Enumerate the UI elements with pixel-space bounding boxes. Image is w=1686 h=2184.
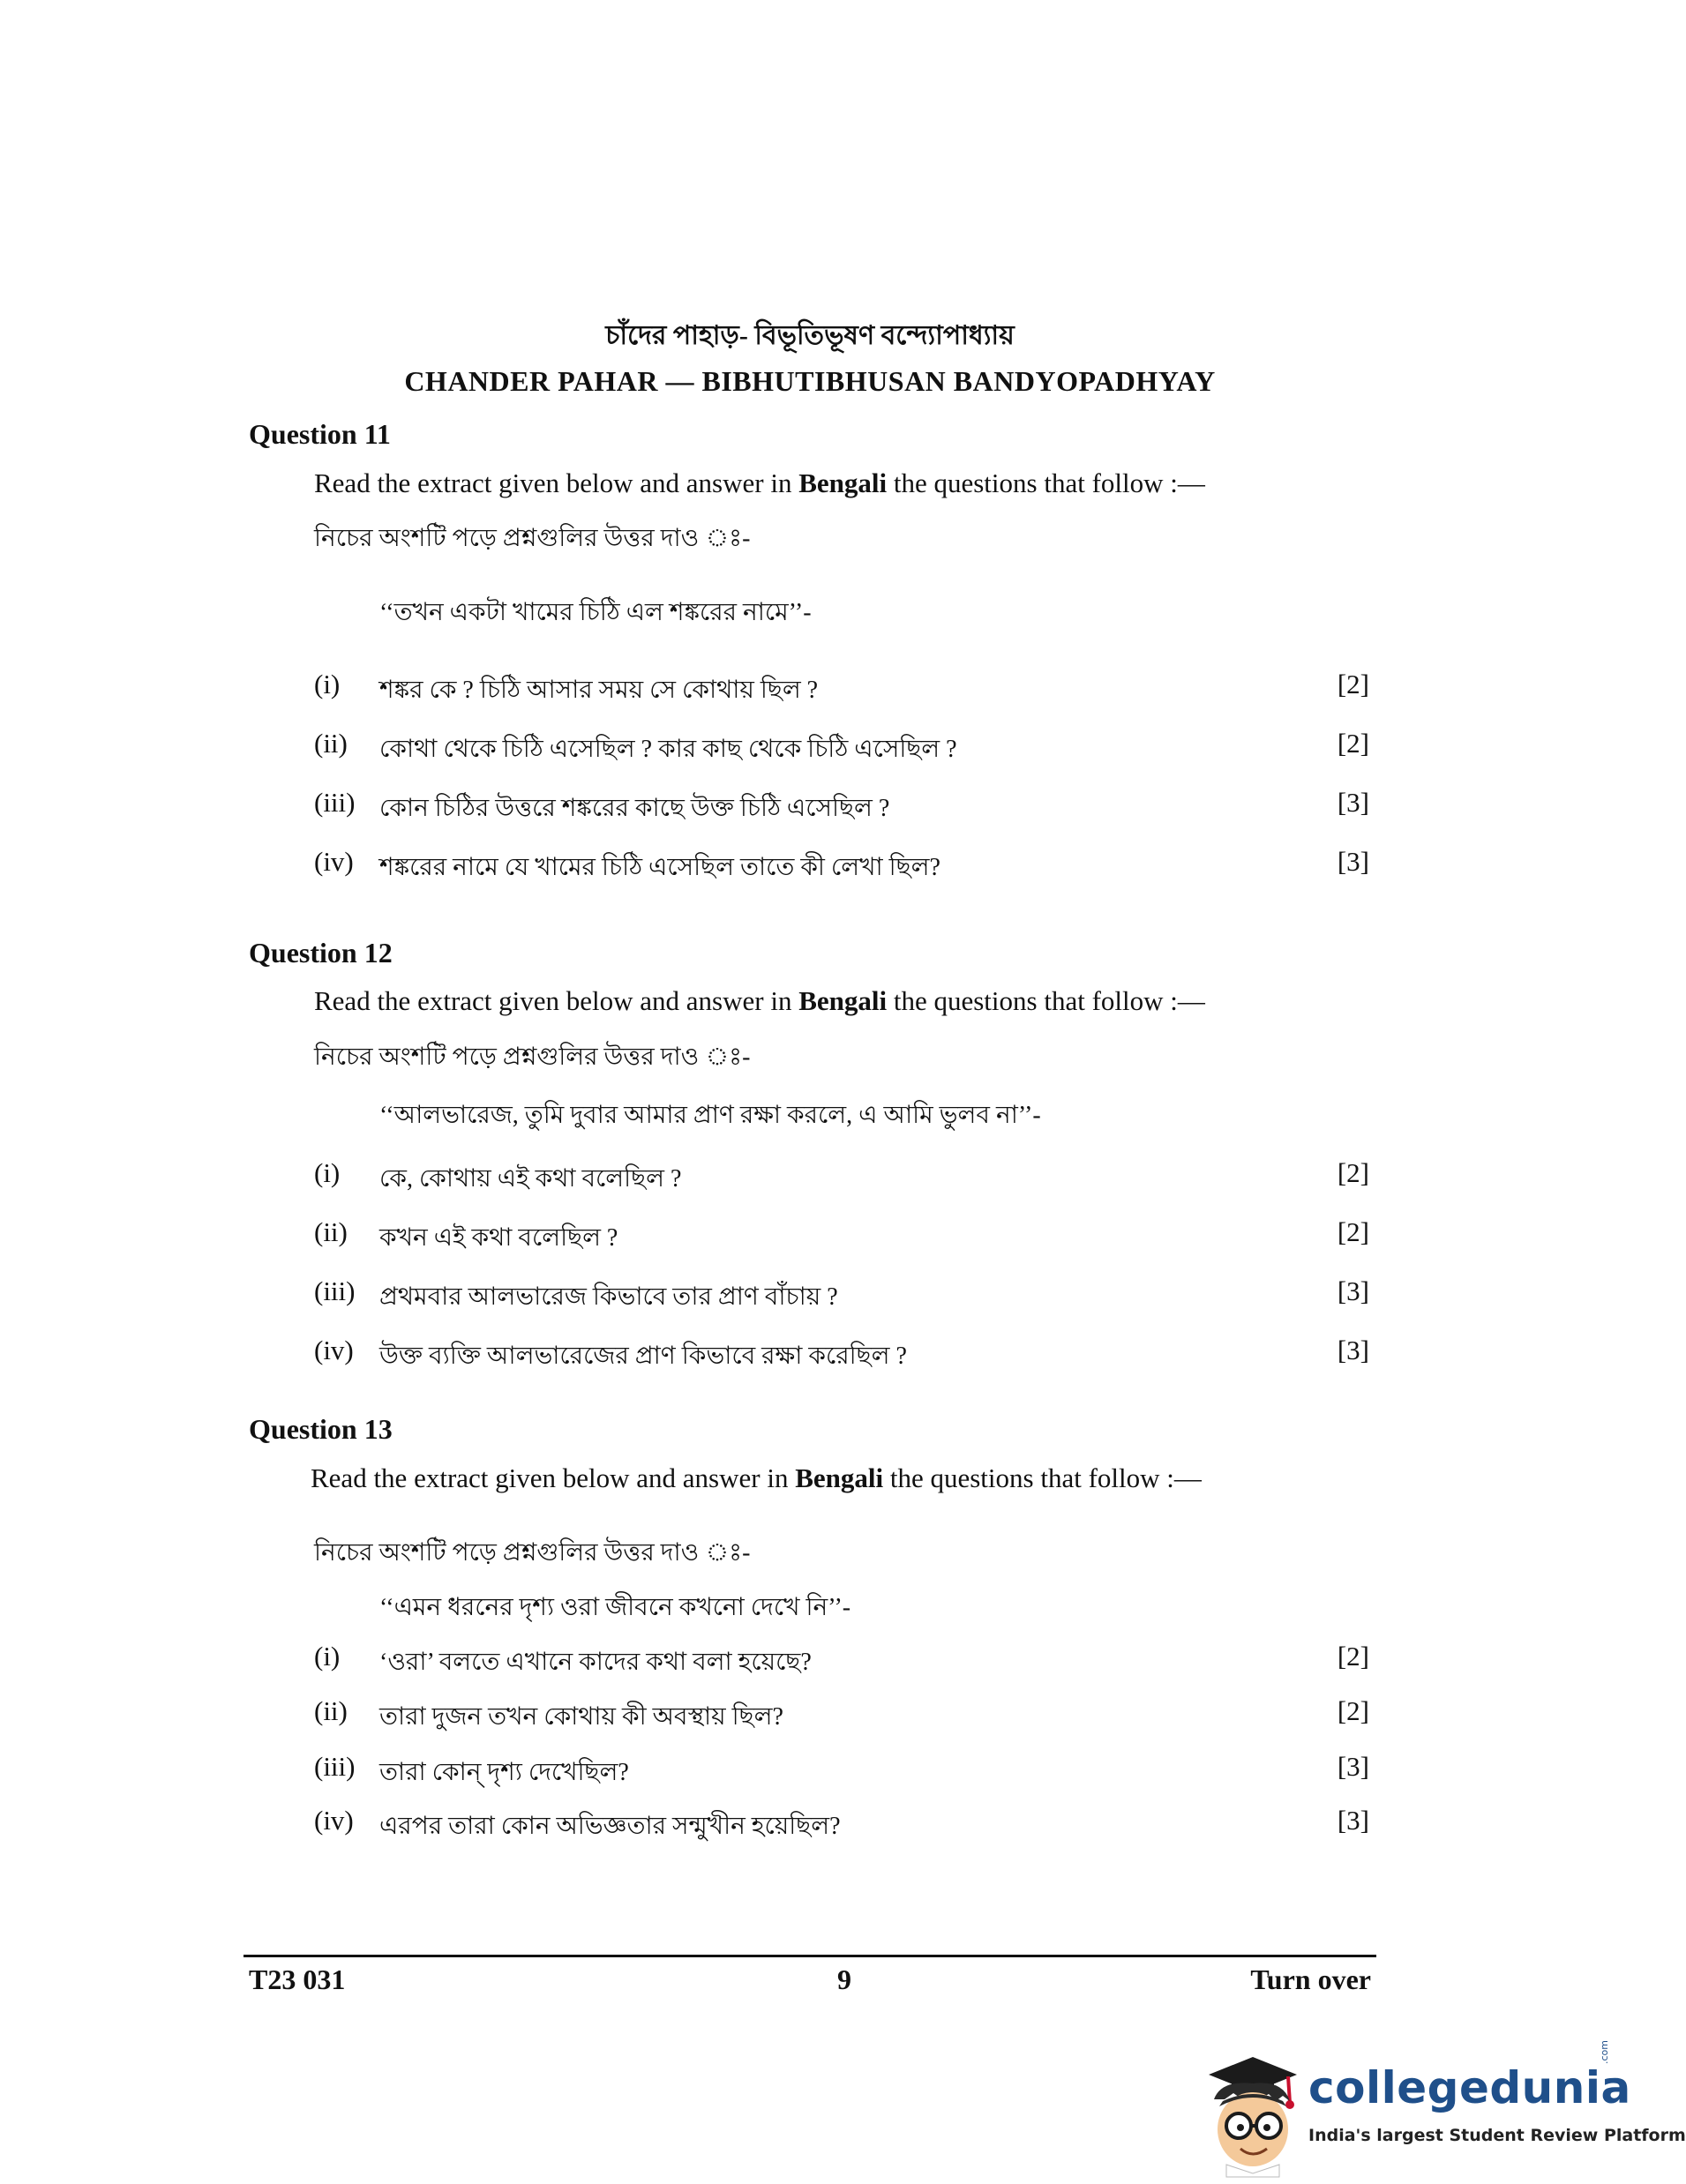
english-instruction: Read the extract given below and answer in Bengali the questions that follow :— <box>314 985 1205 1016</box>
part-marks: [3] <box>1337 1805 1369 1836</box>
part-text: কখন এই কথা বলেছিল ? <box>379 1224 618 1252</box>
question-heading: Question 11 <box>249 418 391 450</box>
english-title: CHANDER PAHAR — BIBHUTIBHUSAN BANDYOPADHYAY <box>404 365 1216 397</box>
question-heading: Question 12 <box>249 937 393 969</box>
extract-quote: ‘‘তখন একটা খামের চিঠি এল শঙ্করের নামে’’- <box>379 599 812 626</box>
part-marks: [3] <box>1337 787 1369 818</box>
part-number: (iii) <box>314 787 356 818</box>
page-number: 9 <box>837 1963 851 1995</box>
part-number: (ii) <box>314 1216 348 1247</box>
bengali-instruction: নিচের অংশটি পড়ে প্রশ্নগুলির উত্তর দাও ঃ- <box>314 1043 751 1071</box>
brand-wordmark: collegedunia <box>1308 2062 1631 2113</box>
part-number: (iv) <box>314 1805 354 1836</box>
part-marks: [3] <box>1337 1335 1369 1365</box>
part-text: শঙ্কর কে ? চিঠি আসার সময় সে কোথায় ছিল ? <box>379 677 819 704</box>
part-number: (iv) <box>314 846 354 877</box>
part-text: এরপর তারা কোন অভিজ্ঞতার সন্মুখীন হয়েছিল? <box>379 1813 841 1840</box>
part-marks: [3] <box>1337 1751 1369 1782</box>
part-marks: [2] <box>1337 669 1369 699</box>
part-text: উক্ত ব্যক্তি আলভারেজের প্রাণ কিভাবে রক্ষা করেছিল ? <box>379 1343 907 1370</box>
part-number: (iii) <box>314 1275 356 1306</box>
part-number: (ii) <box>314 1695 348 1726</box>
bengali-instruction: নিচের অংশটি পড়ে প্রশ্নগুলির উত্তর দাও ঃ- <box>314 1539 751 1567</box>
question-heading: Question 13 <box>249 1413 393 1445</box>
part-text: তারা দুজন তখন কোথায় কী অবস্থায় ছিল? <box>379 1703 783 1731</box>
paper-code: T23 031 <box>249 1963 346 1995</box>
part-number: (iv) <box>314 1335 354 1365</box>
brand-tagline: India's largest Student Review Platform <box>1308 2126 1686 2145</box>
english-instruction: Read the extract given below and answer in Bengali the questions that follow :— <box>311 1462 1202 1493</box>
part-number: (i) <box>314 669 341 699</box>
part-text: কোন চিঠির উত্তরে শঙ্করের কাছে উক্ত চিঠি এসেছিল ? <box>379 795 890 822</box>
part-marks: [2] <box>1337 1641 1369 1672</box>
extract-quote: ‘‘এমন ধরনের দৃশ্য ওরা জীবনে কখনো দেখে নি’’- <box>379 1594 851 1621</box>
part-text: কে, কোথায় এই কথা বলেছিল ? <box>379 1165 682 1193</box>
part-marks: [3] <box>1337 1275 1369 1306</box>
part-marks: [2] <box>1337 1216 1369 1247</box>
part-marks: [2] <box>1337 728 1369 759</box>
part-number: (i) <box>314 1157 341 1188</box>
english-instruction: Read the extract given below and answer in Bengali the questions that follow :— <box>314 467 1205 498</box>
part-text: ‘ওরা’ বলতে এখানে কাদের কথা বলা হয়েছে? <box>379 1649 812 1676</box>
extract-quote: ‘‘আলভারেজ, তুমি দুবার আমার প্রাণ রক্ষা করলে, এ আমি ভুলব না’’- <box>379 1102 1041 1129</box>
part-number: (iii) <box>314 1751 356 1782</box>
turn-over-label: Turn over <box>1250 1963 1371 1995</box>
part-number: (ii) <box>314 728 348 759</box>
bengali-title: চাঁদের পাহাড়- বিভূতিভূষণ বন্দ্যোপাধ্যায় <box>605 321 1015 350</box>
part-text: প্রথমবার আলভারেজ কিভাবে তার প্রাণ বাঁচায় ? <box>379 1283 838 1311</box>
part-text: শঙ্করের নামে যে খামের চিঠি এসেছিল তাতে কী লেখা ছিল? <box>379 854 940 881</box>
part-marks: [2] <box>1337 1695 1369 1726</box>
part-text: তারা কোন্ দৃশ্য দেখেছিল? <box>379 1759 629 1786</box>
brand-domain-suffix: .com <box>1599 2040 1610 2064</box>
part-number: (i) <box>314 1641 341 1672</box>
mascot-logo-icon <box>1191 2045 1309 2177</box>
part-text: কোথা থেকে চিঠি এসেছিল ? কার কাছ থেকে চিঠি এসেছিল ? <box>379 736 957 763</box>
footer-divider <box>244 1955 1376 1957</box>
part-marks: [2] <box>1337 1157 1369 1188</box>
part-marks: [3] <box>1337 846 1369 877</box>
bengali-instruction: নিচের অংশটি পড়ে প্রশ্নগুলির উত্তর দাও ঃ- <box>314 525 751 552</box>
